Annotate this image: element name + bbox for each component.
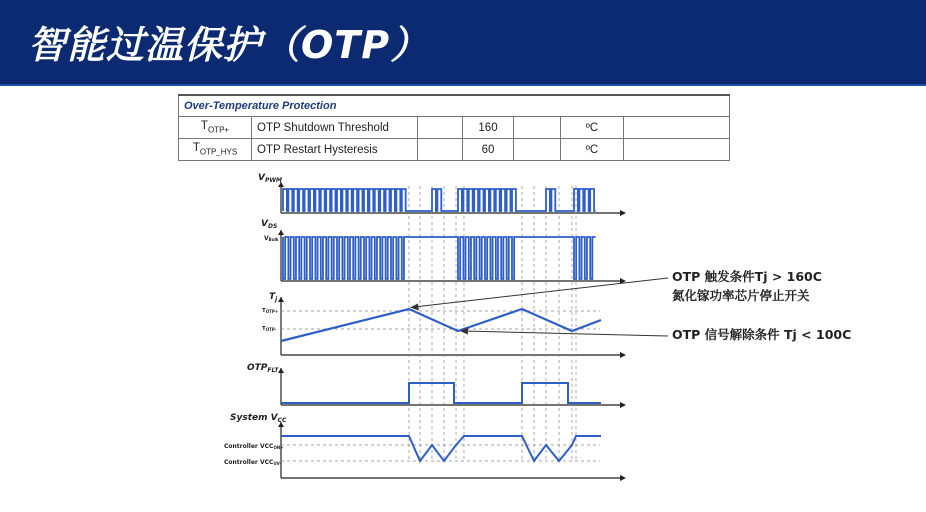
vds-label: $V_{DS}$ <box>261 219 278 230</box>
signal-labels <box>224 173 287 466</box>
otp-x-arrow <box>620 402 626 408</box>
system-vcc-trace <box>281 436 601 461</box>
parameter-cell: OTP Shutdown Threshold <box>252 117 418 139</box>
trigger-callout-line <box>414 278 668 307</box>
vpwm-label: $V_{PWM}$ <box>258 173 282 184</box>
totp-minus-label: TOTP- <box>262 326 277 332</box>
system-vcc-label: System $V_{CC}$ <box>230 413 287 424</box>
vcc-on-label: Controller VCCON+ <box>224 443 284 450</box>
otp-release-condition: OTP 信号解除条件 Tj < 100C <box>672 327 852 342</box>
otp-flt-label: $OTP_{FLT}$ <box>247 363 279 374</box>
otp-flt-trace <box>281 383 601 403</box>
tj-x-arrow <box>620 352 626 358</box>
unit-cell: ºC <box>561 117 624 139</box>
otp-trigger-condition: OTP 触发条件Tj > 160C <box>672 269 822 284</box>
parameter-cell: OTP Restart Hysteresis <box>252 139 418 161</box>
totp-plus-label: TOTP+ <box>262 308 279 314</box>
value-cell: 60 <box>463 139 514 161</box>
symbol-cell: $T_{OTP\_HYS}$ <box>179 139 252 161</box>
vbulk-level-label: VBulk <box>264 235 279 242</box>
vcc-uv-label: Controller VCCUV- <box>224 459 282 466</box>
vds-y-arrow <box>278 230 284 235</box>
table-section-title: Over-Temperature Protection <box>179 95 730 117</box>
signal-traces <box>281 189 601 461</box>
value-cell: 160 <box>463 117 514 139</box>
release-callout-line <box>464 331 668 336</box>
vcc-x-arrow <box>620 475 626 481</box>
vds-trace <box>283 237 596 279</box>
unit-cell: ºC <box>561 139 624 161</box>
tj-trace <box>281 309 601 341</box>
vpwm-x-arrow <box>620 210 626 216</box>
tj-label: $T_j$ <box>269 292 278 303</box>
symbol-cell: $T_{OTP+}$ <box>179 117 252 139</box>
vpwm-trace <box>283 189 596 211</box>
otp-y-arrow <box>278 368 284 373</box>
slide-title: 智能过温保护（OTP） <box>28 23 430 67</box>
tj-y-arrow <box>278 297 284 302</box>
gan-stop-switching-note: 氮化镓功率芯片停止开关 <box>672 288 810 303</box>
